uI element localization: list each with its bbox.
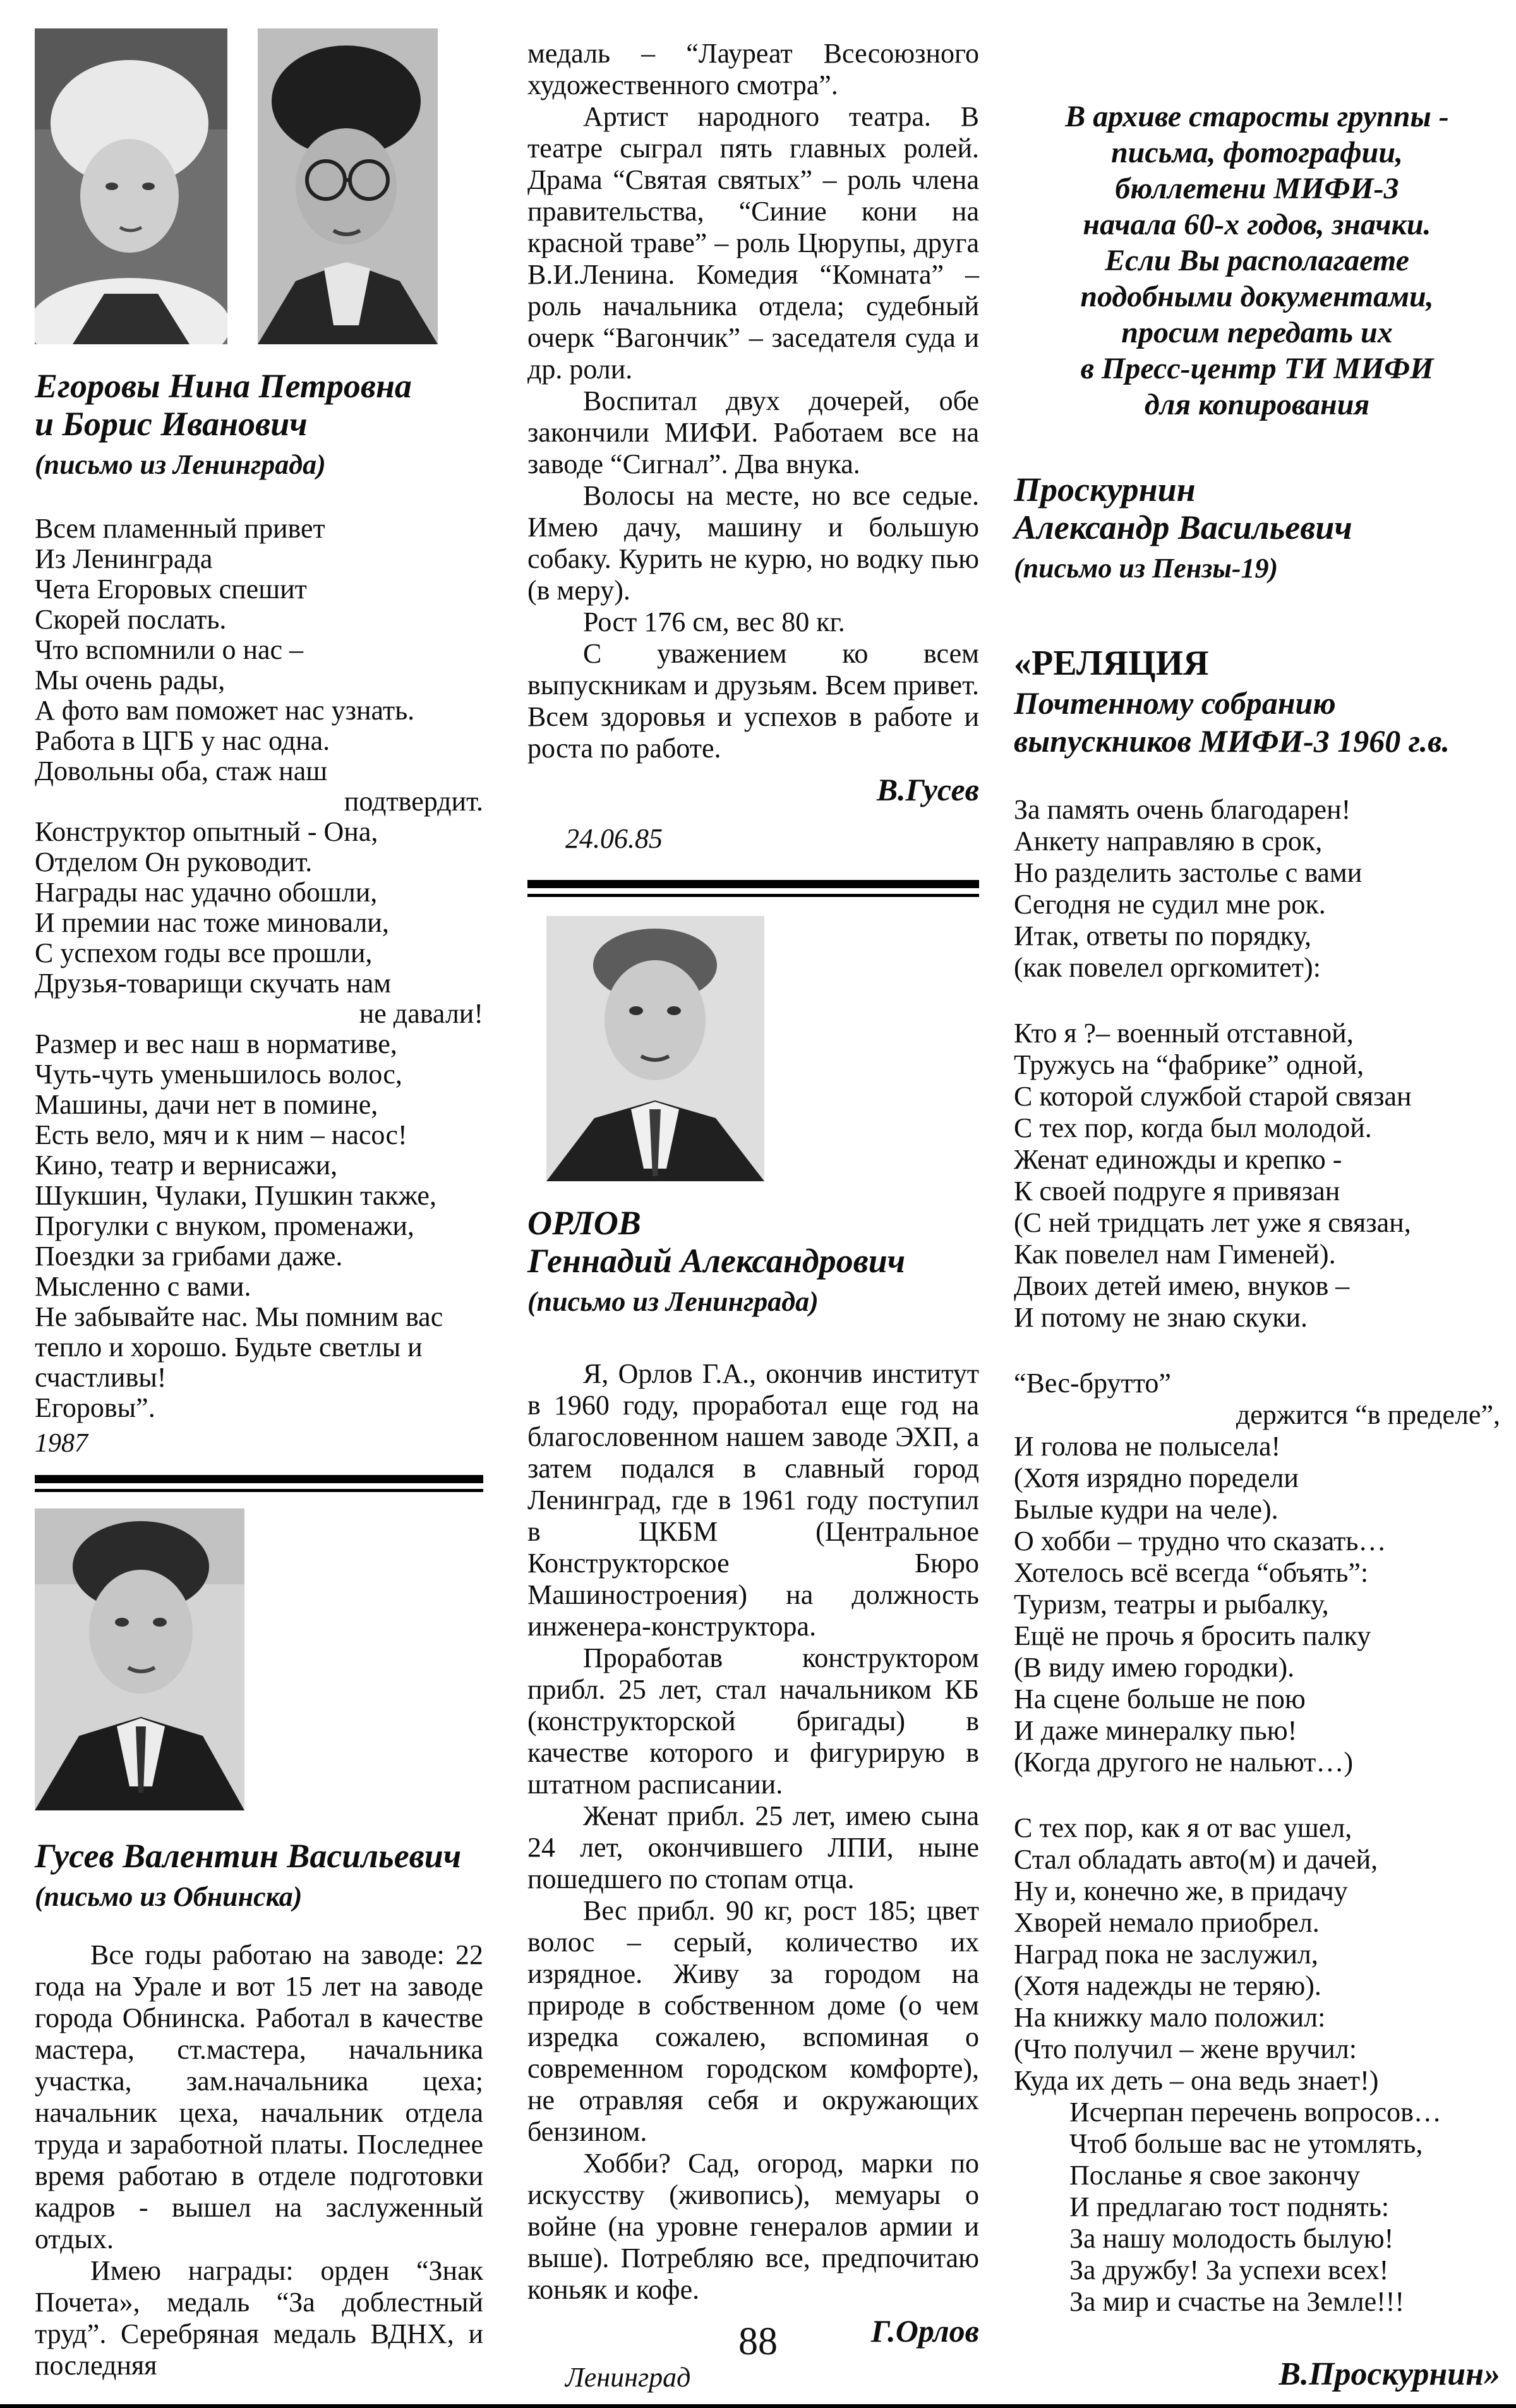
poem-line: Хворей немало приобрел. xyxy=(1014,1907,1320,1938)
egorovy-caption-line2: и Борис Иванович xyxy=(35,405,308,443)
poem-line: С тех пор, когда был молодой. xyxy=(1014,1112,1372,1143)
woman-fur-hat-portrait xyxy=(35,28,227,344)
archive-notice xyxy=(1014,99,1500,423)
paragraph: Воспитал двух дочерей, обе закончили МИФИ. Работаем все на заводе “Сигнал”. Два внука. xyxy=(527,385,979,479)
photo-orlov xyxy=(546,916,764,1181)
poem-line: Прогулки с внуком, променажи, xyxy=(35,1210,414,1241)
relyaciya-heading xyxy=(1014,642,1500,760)
column-left xyxy=(35,28,483,2381)
poem-line: Двоих детей имею, внуков – xyxy=(1014,1270,1350,1301)
poem-line: подтвердит. xyxy=(344,786,483,817)
poem-line: А фото вам поможет нас узнать. xyxy=(35,695,415,726)
scan-edge-artifact xyxy=(0,2404,1516,2408)
poem-line: Довольны оба, стаж наш xyxy=(35,756,328,786)
poem-line: Анкету направляю в срок, xyxy=(1014,826,1323,857)
poem-line: тепло и хорошо. Будьте светлы и xyxy=(35,1332,423,1363)
paragraph: Проработав конструктором прибл. 25 лет, стал начальником КБ (конструкторской бригады) в качестве которого и фигурирую в штатном расписании. xyxy=(527,1642,979,1800)
egorovy-origin: (письмо из Ленинграда) xyxy=(35,449,326,480)
poem-line: За память очень благодарен! xyxy=(1014,794,1351,825)
poem-line: держится “в пределе”, xyxy=(1236,1399,1500,1430)
egorovy-year: 1987 xyxy=(35,1429,88,1458)
heading-line1: «РЕЛЯЦИЯ xyxy=(1014,644,1209,683)
poem-line: (Когда другого не нальют…) xyxy=(1014,1747,1354,1778)
orlov-name: Геннадий Александрович xyxy=(527,1242,906,1280)
orlov-signature: Г.Орлов xyxy=(870,2313,979,2349)
poem-line: Кино, театр и вернисажи, xyxy=(35,1150,338,1181)
poem-line: Куда их деть – она ведь знает!) xyxy=(1014,2065,1379,2096)
section-divider xyxy=(35,1475,483,1492)
poem-line: Работа в ЦГБ у нас одна. xyxy=(35,725,330,756)
poem-line: Туризм, театры и рыбалку, xyxy=(1014,1589,1329,1620)
gusev-origin: (письмо из Обнинска) xyxy=(35,1881,303,1912)
poem-line: И премии нас тоже миновали, xyxy=(35,907,389,938)
heading-line3: выпускников МИФИ-3 1960 г.в. xyxy=(1014,723,1450,759)
poem-line: Чтоб больше вас не утомлять, xyxy=(1069,2128,1423,2159)
poem-line: Кто я ?– военный отставной, xyxy=(1014,1018,1354,1049)
poem-line: Поездки за грибами даже. xyxy=(35,1241,343,1272)
photo-gusev xyxy=(35,1508,244,1810)
paragraph: Все годы работаю на заводе: 22 года на Урале и вот 15 лет на заводе города Обнинска. Работал в качестве мастера, ст.мастера, начальника участка, зам.начальника цеха; начальник цеха, начальник отдела труда и заработной платы. Последнее время работаю в отделе подготовки кадров - вышел на заслуженный отдых. xyxy=(35,1939,483,2254)
poem-line: И предлагаю тост поднять: xyxy=(1069,2191,1390,2222)
notice-line: начала 60-х годов, значки. xyxy=(1083,208,1431,241)
paragraph: Артист народного театра. В театре сыграл пять главных ролей. Драма “Святая святых” – роль члена правительства, “Синие кони на красной траве” – роль Цюрупы, друга В.И.Ленина. Комедия “Комната” – роль начальника отдела; судебный очерк “Вагончик” – заседателя суда и др. роли. xyxy=(527,101,979,385)
paragraph: Имею награды: орден “Знак Почета», медаль “За доблестный труд”. Серебряная медаль ВДНХ, и последняя xyxy=(35,2255,483,2381)
paragraph: Вес прибл. 90 кг, рост 185; цвет волос – серый, количество их изрядное. Живу за городом на природе в собственном доме (о чем изредка сожалею, вспоминая о современном городском комфорте), не отравляя себя и окружающих бензином. xyxy=(527,1895,979,2147)
poem-line: (как повелел оргкомитет): xyxy=(1014,952,1321,983)
notice-line: в Пресс-центр ТИ МИФИ xyxy=(1080,352,1434,385)
paragraph: Рост 176 см, вес 80 кг. xyxy=(583,606,845,637)
proskurnin-name: Александр Васильевич xyxy=(1014,509,1352,546)
page-number: 88 xyxy=(738,2320,778,2363)
poem-line: За мир и счастье на Земле!!! xyxy=(1069,2286,1405,2317)
poem-line: “Вес-брутто” xyxy=(1014,1368,1171,1399)
paragraph: Женат прибл. 25 лет, имею сына 24 лет, окончившего ЛПИ, ныне пошедшего по стопам отца. xyxy=(527,1800,979,1894)
photo-egorova-nina xyxy=(35,28,227,344)
heading-line2: Почтенному собранию xyxy=(1014,685,1336,721)
poem-line: (Хотя надежды не теряю). xyxy=(1014,1970,1321,2001)
man-dark-hat-glasses-portrait xyxy=(258,28,438,344)
notice-line: просим передать их xyxy=(1121,316,1393,349)
section-divider xyxy=(527,880,979,897)
poem-line: Машины, дачи нет в помине, xyxy=(35,1089,378,1120)
poem-line: Есть вело, мяч и к ним – насос! xyxy=(35,1119,407,1150)
poem-line: Былые кудри на челе). xyxy=(1014,1494,1278,1525)
gusev-letter-continuation xyxy=(527,38,979,855)
egorovy-poem xyxy=(35,514,483,1459)
poem-line: Сегодня не судил мне рок. xyxy=(1014,889,1326,920)
poem-line: Женат единожды и крепко - xyxy=(1014,1144,1342,1175)
notice-line: В архиве старосты группы - xyxy=(1065,100,1449,133)
photo-egorov-boris xyxy=(258,28,438,344)
poem-line: Хотелось всё всегда “объять”: xyxy=(1014,1557,1369,1588)
poem-line: Чета Егоровых спешит xyxy=(35,574,307,605)
poem-line: Конструктор опытный - Она, xyxy=(35,816,378,847)
column-middle xyxy=(527,38,979,2393)
poem-line: Посланье я свое закончу xyxy=(1069,2160,1361,2191)
orlov-place: Ленинград xyxy=(565,2362,691,2393)
poem-line: К своей подруге я привязан xyxy=(1014,1176,1340,1207)
notice-line: Если Вы располагаете xyxy=(1105,244,1409,277)
poem-line: И даже минералку пью! xyxy=(1014,1715,1297,1746)
poem-line: Ну и, конечно же, в придачу xyxy=(1014,1875,1348,1906)
paragraph: медаль – “Лауреат Всесоюзного художественного смотра”. xyxy=(527,38,979,100)
orlov-origin: (письмо из Ленинграда) xyxy=(527,1286,819,1317)
poem-stanza-3 xyxy=(1014,1368,1500,1778)
column-right xyxy=(1014,69,1500,2393)
proskurnin-surname: Проскурнин xyxy=(1014,471,1196,509)
paragraph: С уважением ко всем выпускникам и друзьям. Всем привет. Всем здоровья и успехов в работе и роста по работе. xyxy=(527,638,979,764)
paragraph: Волосы на месте, но все седые. Имею дачу, машину и большую собаку. Курить не курю, но водку пью (в меру). xyxy=(527,480,979,606)
poem-line: С тех пор, как я от вас ушел, xyxy=(1014,1812,1352,1843)
poem-line: С которой службой старой связан xyxy=(1014,1081,1412,1112)
notice-line: подобными документами, xyxy=(1080,280,1434,313)
poem-line: На сцене больше не пою xyxy=(1014,1683,1306,1714)
poem-line: Наград пока не заслужил, xyxy=(1014,1939,1318,1970)
poem-line: (Хотя изрядно поредели xyxy=(1014,1462,1299,1493)
gusev-text xyxy=(35,1939,483,2381)
man-suit-tie-portrait xyxy=(546,916,764,1181)
poem-line: (Что получил – жене вручил: xyxy=(1014,2033,1357,2064)
notice-line: бюллетени МИФИ-3 xyxy=(1115,172,1399,205)
poem-line: не давали! xyxy=(359,998,483,1029)
poem-line: Чуть-чуть уменьшилось волос, xyxy=(35,1059,402,1090)
gusev-letter-date: 24.06.85 xyxy=(565,823,663,854)
poem-line: И голова не полысела! xyxy=(1014,1431,1281,1462)
poem-line: Друзья-товарищи скучать нам xyxy=(35,968,392,999)
poem-line: Егоровы”. xyxy=(35,1392,155,1423)
egorovy-photos xyxy=(35,28,483,344)
egorovy-caption-line1: Егоровы Нина Петровна xyxy=(35,367,412,405)
poem-line: О хобби – трудно что сказать… xyxy=(1014,1526,1387,1556)
poem-line: Что вспомнили о нас – xyxy=(35,634,304,665)
poem-line: Мы очень рады, xyxy=(35,665,226,695)
poem-line: Стал обладать авто(м) и дачей, xyxy=(1014,1844,1378,1875)
poem-line: Из Ленинграда xyxy=(35,543,213,574)
notice-line: письма, фотографии, xyxy=(1110,136,1404,169)
proskurnin-signature: В.Проскурнин» xyxy=(1278,2356,1500,2392)
poem-line: Всем пламенный привет xyxy=(35,513,325,544)
orlov-surname: ОРЛОВ xyxy=(527,1204,641,1242)
poem-line: (В виду имею городки). xyxy=(1014,1652,1295,1683)
proskurnin-origin: (письмо из Пензы-19) xyxy=(1014,553,1278,584)
poem-line: Ещё не прочь я бросить палку xyxy=(1014,1620,1371,1651)
notice-line: для копирования xyxy=(1144,388,1370,421)
poem-line: Шукшин, Чулаки, Пушкин также, xyxy=(35,1180,436,1211)
poem-stanza-1 xyxy=(1014,794,1500,984)
poem-line: Отделом Он руководит. xyxy=(35,846,313,877)
poem-stanza-2 xyxy=(1014,1018,1500,1333)
poem-line: С успехом годы все прошли, xyxy=(35,937,373,968)
poem-line: Но разделить застолье с вами xyxy=(1014,857,1363,888)
gusev-signature: В.Гусев xyxy=(876,772,979,807)
gusev-caption: Гусев Валентин Васильевич xyxy=(35,1837,462,1875)
paragraph: Я, Орлов Г.А., окончив институт в 1960 году, проработал еще год на благословенном нашем заводе ЭХП, а затем подался в славный город Ленинград, где в 1961 году поступил в ЦКБМ (Центральное Конструкторское Бюро Машиностроения) на должность инженера-конструктора. xyxy=(527,1358,979,1642)
poem-line: Исчерпан перечень вопросов… xyxy=(1069,2097,1441,2128)
poem-line: На книжку мало положил: xyxy=(1014,2002,1326,2033)
poem-line: Как повелел нам Гименей). xyxy=(1014,1239,1336,1270)
poem-stanza-4 xyxy=(1014,1812,1500,2318)
poem-line: За дружбу! За успехи всех! xyxy=(1069,2254,1389,2285)
poem-line: Награды нас удачно обошли, xyxy=(35,877,378,908)
orlov-photo-wrap xyxy=(546,916,979,1181)
man-suit-portrait xyxy=(35,1508,244,1810)
poem-line: Тружусь на “фабрике” одной, xyxy=(1014,1049,1364,1080)
poem-line: (С ней тридцать лет уже я связан, xyxy=(1014,1207,1411,1238)
proskurnin-caption xyxy=(1014,471,1500,584)
poem-line: За нашу молодость былую! xyxy=(1069,2223,1394,2254)
poem-line: Мысленно с вами. xyxy=(35,1271,251,1302)
poem-line: Размер и вес наш в нормативе, xyxy=(35,1028,397,1059)
poem-line: счастливы! xyxy=(35,1362,167,1393)
poem-line: И потому не знаю скуки. xyxy=(1014,1302,1308,1333)
poem-line: Скорей послать. xyxy=(35,604,227,635)
poem-line: Итак, ответы по порядку, xyxy=(1014,920,1312,951)
paragraph: Хобби? Сад, огород, марки по искусству (живопись), мемуары о войне (на уровне генералов армии и выше). Потребляю все, предпочитаю коньяк и кофе. xyxy=(527,2148,979,2305)
poem-line: Не забывайте нас. Мы помним вас xyxy=(35,1301,443,1332)
orlov-text xyxy=(527,1358,979,2393)
